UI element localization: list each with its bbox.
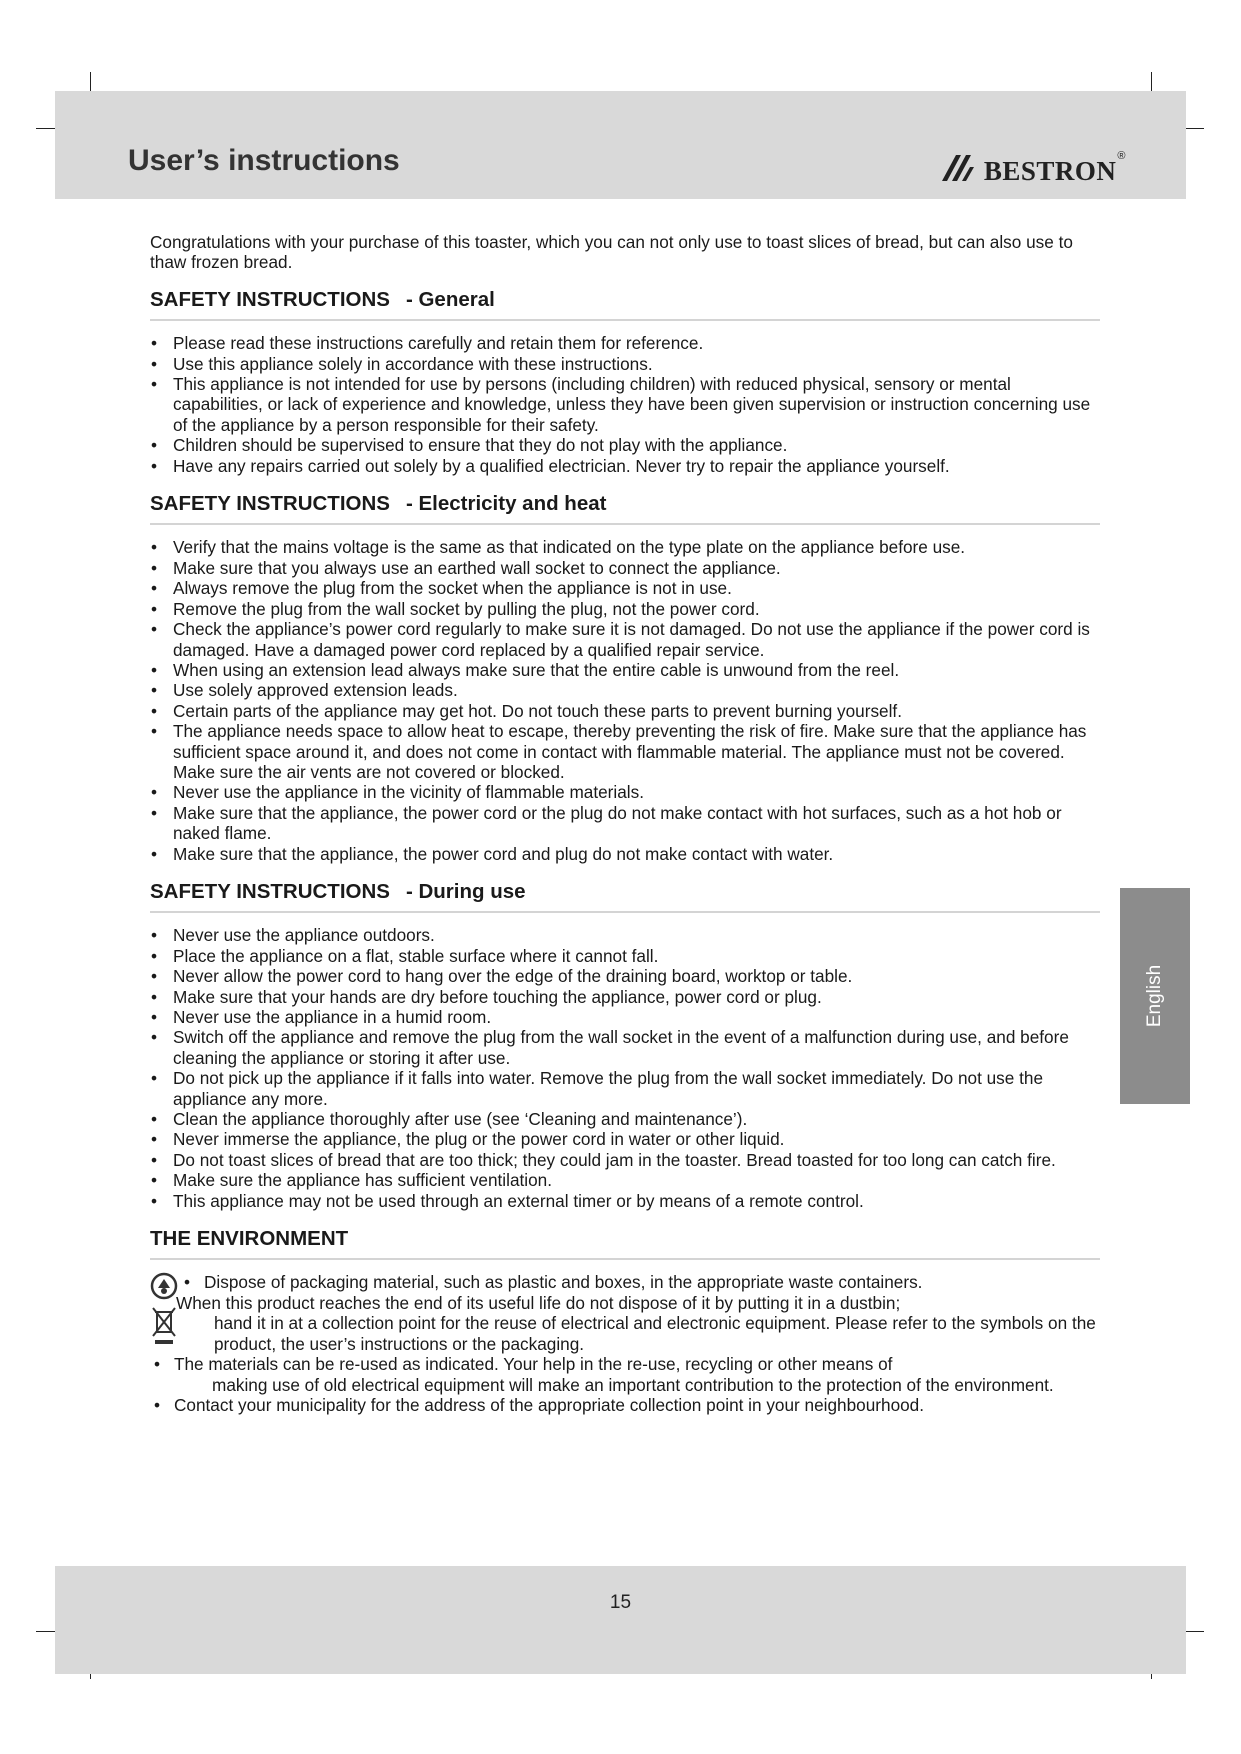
- section-during-use: [150, 879, 1100, 1211]
- list-item: • Place the appliance on a flat, stable surface where it cannot fall.: [150, 946, 1100, 966]
- list-item: • Clean the appliance thoroughly after use (see ‘Cleaning and maintenance’).: [150, 1109, 1100, 1129]
- list-item: • Remove the plug from the wall socket by pulling the plug, not the power cord.: [150, 599, 1100, 619]
- page-number: 15: [609, 1592, 632, 1613]
- section-heading: SAFETY INSTRUCTIONS - During use: [150, 882, 1100, 913]
- list-item: • Make sure that you always use an earthed wall socket to connect the appliance.: [150, 558, 1100, 578]
- registered-mark: ®: [1117, 150, 1126, 162]
- section-electricity: [150, 494, 1100, 864]
- list-item: • The materials can be re-used as indicated. Your help in the re-use, recycling or other means of making use of old electrical equipment will make an important contribution to the protection of the environment.: [154, 1354, 1100, 1395]
- recycle-icon: [150, 1272, 178, 1300]
- list-item: • This appliance is not intended for use by persons (including children) with reduced physical, sensory or mental capabilities, or lack of experience and knowledge, unless they have been given supervision or instruction concerning use of the appliance by a person responsible for their safety.: [150, 374, 1100, 435]
- bullet-list: [150, 333, 1100, 476]
- footer-band: [55, 1566, 1186, 1674]
- section-environment: [150, 1229, 1100, 1415]
- list-item: • Make sure that your hands are dry before touching the appliance, power cord or plug.: [150, 987, 1100, 1007]
- bullet-list: [150, 537, 1100, 864]
- list-item: When this product reaches the end of its useful life do not dispose of it by putting it in a dustbin; hand it in at a collection point for the reuse of electrical and electronic equipment. Please refer to the symbols on the product, the user’s instructions or the packaging.: [176, 1292, 1096, 1354]
- list-item: • Never immerse the appliance, the plug or the power cord in water or other liquid.: [150, 1129, 1100, 1149]
- list-item: • Do not pick up the appliance if it falls into water. Remove the plug from the wall socket immediately. Do not use the appliance any more.: [150, 1068, 1100, 1109]
- list-item: • Make sure the appliance has sufficient ventilation.: [150, 1170, 1100, 1190]
- list-item: • When using an extension lead always make sure that the entire cable is unwound from the reel.: [150, 660, 1100, 680]
- list-item: • Make sure that the appliance, the power cord or the plug do not make contact with hot surfaces, such as a hot hob or naked flame.: [150, 803, 1100, 844]
- list-item: • Check the appliance’s power cord regularly to make sure it is not damaged. Do not use the appliance if the power cord is damaged. Have a damaged power cord replaced by a qualified repair service.: [150, 619, 1100, 660]
- list-item: • Never allow the power cord to hang over the edge of the draining board, worktop or table.: [150, 966, 1100, 986]
- section-heading: THE ENVIRONMENT: [150, 1229, 1100, 1260]
- list-item: • Never use the appliance in the vicinity of flammable materials.: [150, 782, 1100, 802]
- section-general: [150, 287, 1100, 476]
- list-item: • Certain parts of the appliance may get hot. Do not touch these parts to prevent burning yourself.: [150, 701, 1100, 721]
- list-item: • Dispose of packaging material, such as plastic and boxes, in the appropriate waste containers.: [184, 1272, 1100, 1292]
- document-body: [150, 232, 1100, 1415]
- list-item: • Make sure that the appliance, the power cord and plug do not make contact with water.: [150, 844, 1100, 864]
- list-item: • Children should be supervised to ensure that they do not play with the appliance.: [150, 435, 1100, 455]
- page-title: User’s instructions: [128, 144, 400, 177]
- language-tab[interactable]: [1120, 888, 1190, 1104]
- list-item: • Use this appliance solely in accordance with these instructions.: [150, 354, 1100, 374]
- list-item: • Never use the appliance in a humid room.: [150, 1007, 1100, 1027]
- list-item: • Do not toast slices of bread that are too thick; they could jam in the toaster. Bread toasted for too long can catch fire.: [150, 1150, 1100, 1170]
- list-item: • The appliance needs space to allow heat to escape, thereby preventing the risk of fire. Make sure that the appliance has sufficient space around it, and does not come in contact with flammable material. The appliance must not be covered. Make sure the air vents are not covered or blocked.: [150, 721, 1100, 782]
- list-item: • Contact your municipality for the address of the appropriate collection point in your neighbourhood.: [154, 1395, 1100, 1415]
- weee-bin-icon: [150, 1304, 178, 1346]
- intro-paragraph: Congratulations with your purchase of this toaster, which you can not only use to toast slices of bread, but can also use to thaw frozen bread.: [150, 232, 1073, 273]
- list-item: • This appliance may not be used through an external timer or by means of a remote control.: [150, 1191, 1100, 1211]
- brand-logo: [940, 146, 1126, 190]
- brand-name: bestron: [983, 147, 1117, 189]
- language-tab-label: English: [1143, 964, 1165, 1028]
- environment-list: [150, 1272, 1100, 1415]
- environment-block: [150, 1272, 1100, 1415]
- list-item: • Always remove the plug from the socket when the appliance is not in use.: [150, 578, 1100, 598]
- list-item: • Never use the appliance outdoors.: [150, 925, 1100, 945]
- chevron-logo-icon: [940, 151, 978, 185]
- bullet-list: [150, 925, 1100, 1211]
- list-item: • Please read these instructions carefully and retain them for reference.: [150, 333, 1100, 353]
- list-item: • Switch off the appliance and remove the plug from the wall socket in the event of a malfunction during use, and before cleaning the appliance or storing it after use.: [150, 1027, 1100, 1068]
- list-item: • Have any repairs carried out solely by a qualified electrician. Never try to repair the appliance yourself.: [150, 456, 1100, 476]
- section-heading: SAFETY INSTRUCTIONS - Electricity and heat: [150, 494, 1100, 525]
- header-band: [55, 91, 1186, 199]
- section-heading: SAFETY INSTRUCTIONS - General: [150, 290, 1100, 321]
- list-item: • Verify that the mains voltage is the same as that indicated on the type plate on the appliance before use.: [150, 537, 1100, 557]
- list-item: • Use solely approved extension leads.: [150, 680, 1100, 700]
